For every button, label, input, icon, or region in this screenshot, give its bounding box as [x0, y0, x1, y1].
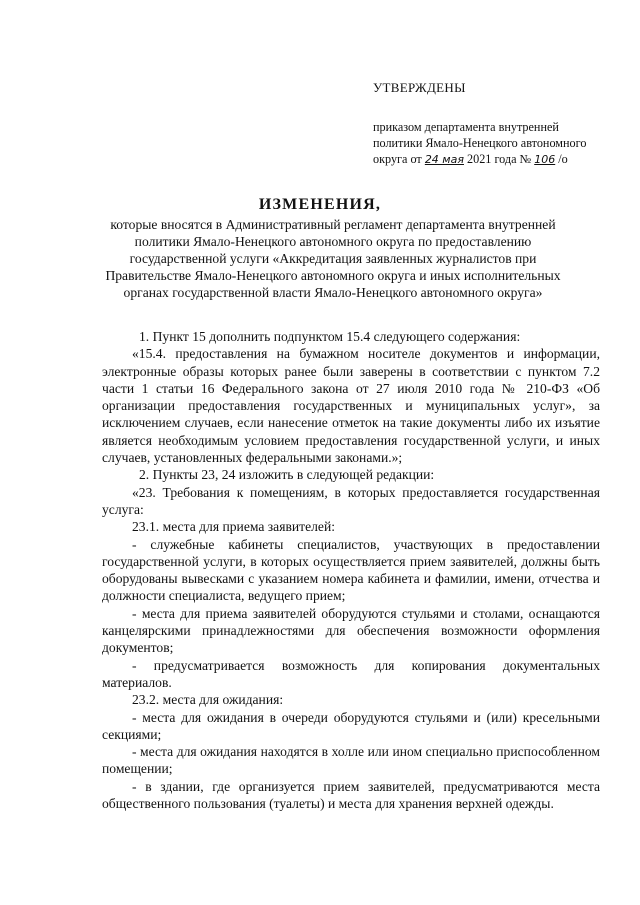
approval-line-2: политики Ямало-Ненецкого автономного: [373, 136, 587, 150]
approval-date-prefix: округа от: [373, 152, 425, 166]
paragraph-item-1: 1. Пункт 15 дополнить подпунктом 15.4 следующего содержания:: [139, 329, 521, 344]
approval-line-1: приказом департамента внутренней: [373, 120, 559, 134]
handwritten-date: 24 мая: [424, 153, 464, 166]
paragraph-23-2-b: - места для ожидания находятся в холле или ином специально приспособленном помещении;: [102, 744, 600, 777]
approval-suffix: /о: [555, 152, 568, 166]
document-subtitle: [98, 216, 568, 301]
paragraph-23-2-c: - в здании, где организуется прием заявителей, предусматриваются места общественного пользования (туалеты) и места для хранения верхней одежды.: [102, 778, 600, 812]
paragraph-23: «23. Требования к помещениям, в которых предоставляется государственная услуга:: [102, 484, 600, 517]
approval-year: 2021 года №: [463, 152, 535, 166]
subtitle-line: которые вносятся в Административный регламент департамента внутренней: [110, 217, 556, 232]
paragraph-item-2: 2. Пункты 23, 24 изложить в следующей редакции:: [139, 467, 435, 483]
approval-block: [373, 80, 613, 168]
handwritten-order-number: 106: [534, 153, 556, 166]
paragraph-23-1-c: - предусматривается возможность для копирования документальных материалов.: [102, 657, 600, 690]
paragraph-23-2-a: - места для ожидания в очереди оборудуются стульями и (или) кресельными секциями;: [102, 709, 600, 742]
document-body: [102, 328, 600, 812]
subtitle-line: государственной услуги «Аккредитация заявленных журналистов при: [129, 251, 537, 266]
paragraph-23-1: 23.1. места для приема заявителей:: [132, 519, 335, 535]
subtitle-line: органах государственной власти Ямало-Ненецкого автономного округа»: [123, 285, 543, 300]
document-title: ИЗМЕНЕНИЯ,: [258, 196, 382, 213]
approval-heading: УТВЕРЖДЕНЫ: [373, 80, 466, 95]
paragraph-23-1-a: - служебные кабинеты специалистов, участвующих в предоставлении государственной услуги, в которых осуществляется прием заявителей, должны быть оборудованы вывесками с указанием номера кабинета и фамилии, имени, отчества и должности специалиста, ведущего прием;: [102, 536, 600, 604]
subtitle-line: Правительстве Ямало-Ненецкого автономного округа и иных исполнительных: [105, 268, 561, 283]
paragraph-23-1-b: - места для приема заявителей оборудуются стульями и столами, оснащаются канцелярскими принадлежностями для обеспечения возможности оформления документов;: [102, 605, 600, 656]
subtitle-line: политики Ямало-Ненецкого автономного округа по предоставлению: [134, 234, 532, 249]
paragraph-15-4: «15.4. предоставления на бумажном носителе документов и информации, электронные образы которых ранее были заверены в соответствии с пунктом 7.2 части 1 статьи 16 Федерального закона от 27 июля 2010 года № 210-ФЗ «Об организации предоставления государственных и муниципальных услуг», за исключением случаев, если нанесение отметок на такие документы либо их изъятие является необходимым условием предоставления государственной услуги, и иных случаев, установленных федеральными законами.»;: [102, 346, 600, 466]
approval-line-3: [373, 151, 613, 168]
paragraph-23-2: 23.2. места для ожидания:: [132, 692, 284, 708]
